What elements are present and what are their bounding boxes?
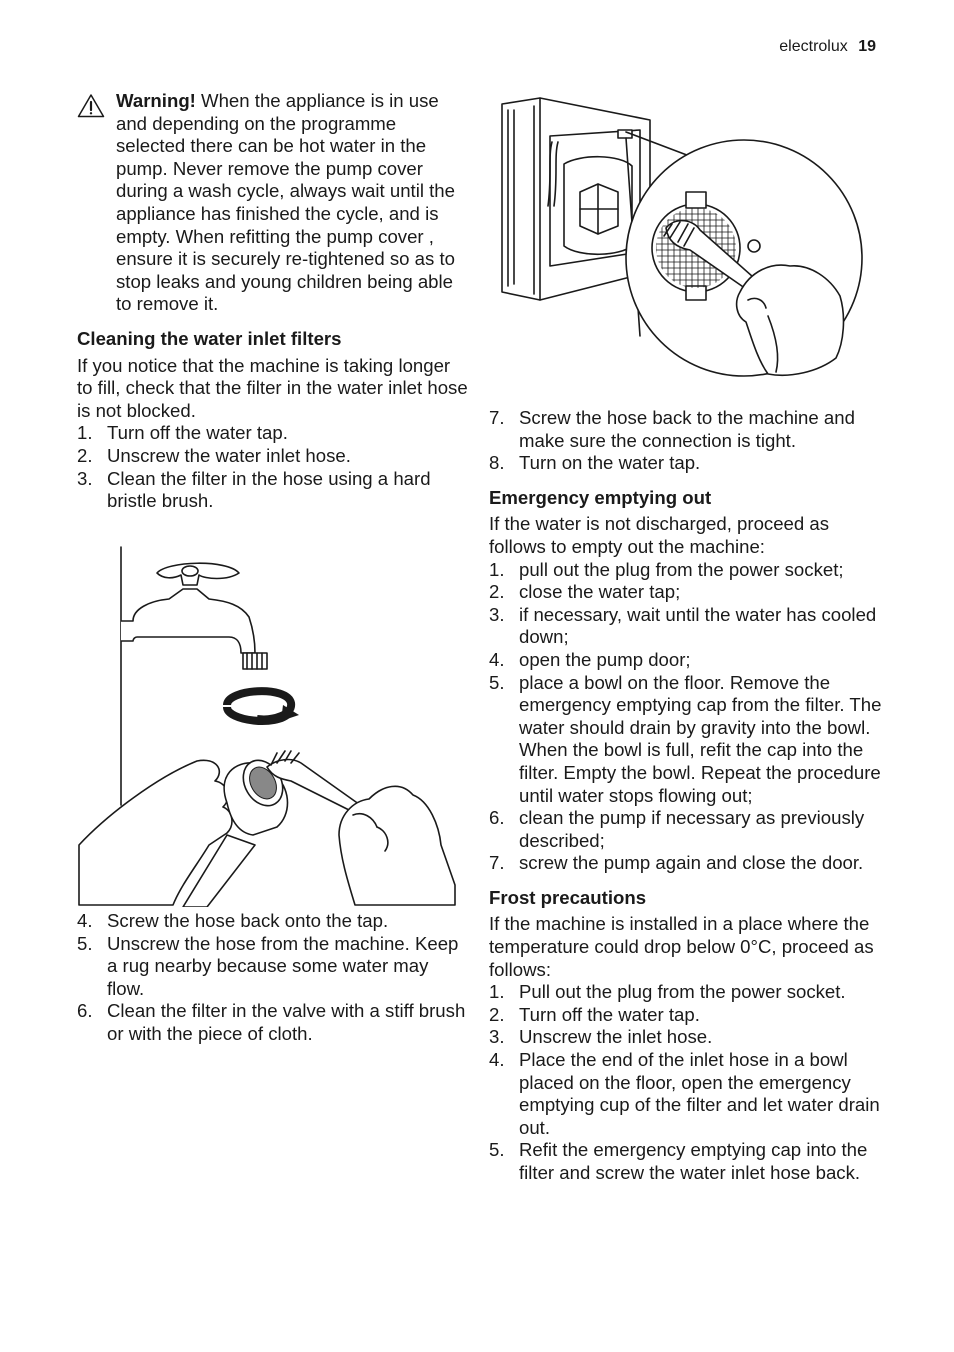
- left-column: [77, 90, 469, 513]
- tap-filter-illustration: [77, 545, 459, 907]
- list-item: 4. Screw the hose back onto the tap.: [77, 910, 389, 931]
- left-column-lower: [77, 910, 469, 1046]
- right-column: [489, 407, 884, 1185]
- emergency-steps: [489, 559, 884, 875]
- page-header: [779, 38, 876, 56]
- list-item: 7. screw the pump again and close the door.: [489, 852, 864, 874]
- list-item: 8. Turn on the water tap.: [489, 452, 701, 474]
- warning-block: [77, 90, 469, 316]
- emergency-intro: If the water is not discharged, proceed as follows to empty out the machine:: [489, 513, 830, 557]
- list-item: 7. Screw the hose back to the machine and make sure the connection is tight.: [489, 407, 855, 451]
- list-item: 1. Turn off the water tap.: [77, 422, 288, 444]
- list-item: 4. open the pump door;: [489, 648, 691, 670]
- warning-label: Warning!: [116, 90, 196, 111]
- list-item: 5. Refit the emergency emptying cap into the filter and screw the water inlet hose back.: [489, 1139, 868, 1183]
- brand-name: electrolux: [779, 38, 848, 55]
- list-item: 5. place a bowl on the floor. Remove the emergency emptying cap from the filter. The water should drain by gravity into the bowl. When the bowl is full, refit the cap into the filter. Empty the bowl. Repeat the procedure until water stops flowing out;: [489, 671, 882, 806]
- list-item: 4. Place the end of the inlet hose in a bowl placed on the floor, open the emergency emptying cup of the filter and let water drain out.: [489, 1049, 880, 1138]
- list-item: 5. Unscrew the hose from the machine. Keep a rug nearby because some water may flow.: [77, 932, 459, 999]
- list-item: 6. Clean the filter in the valve with a stiff brush or with the piece of cloth.: [77, 1000, 466, 1044]
- list-item: 1. pull out the plug from the power socket;: [489, 558, 844, 580]
- cleaning-steps-b: [77, 910, 469, 1046]
- list-item: 2. close the water tap;: [489, 581, 681, 603]
- frost-steps: [489, 981, 884, 1184]
- list-item: 2. Unscrew the water inlet hose.: [77, 444, 351, 466]
- warning-triangle-icon: [77, 93, 105, 118]
- list-item: 6. clean the pump if necessary as previously described;: [489, 807, 865, 851]
- cleaning-steps-c: [489, 407, 884, 475]
- list-item: 2. Turn off the water tap.: [489, 1003, 700, 1025]
- section-title-frost: Frost precautions: [489, 886, 647, 908]
- list-item: 1. Pull out the plug from the power socket.: [489, 981, 846, 1003]
- frost-intro: If the machine is installed in a place where the temperature could drop below 0°C, proceed as follows:: [489, 913, 874, 980]
- warning-text: When the appliance is in use and depending on the programme selected there can be hot water in the pump. Never remove the pump cover during a wash cycle, always wait until the appliance has finished the cycle, and is empty. When refitting the pump cover , ensure it is securely re-tightened so as to stop leaks and young children being able to remove it.: [116, 90, 455, 315]
- page-number: 19: [858, 38, 876, 55]
- machine-filter-illustration: [500, 96, 864, 396]
- cleaning-intro: If you notice that the machine is taking longer to fill, check that the filter in the water inlet hose is not blocked.: [77, 354, 468, 421]
- section-title-cleaning: Cleaning the water inlet filters: [77, 327, 342, 349]
- list-item: 3. Clean the filter in the hose using a hard bristle brush.: [77, 467, 431, 512]
- cleaning-steps-a: [77, 422, 469, 512]
- section-title-emergency: Emergency emptying out: [489, 486, 712, 508]
- list-item: 3. Unscrew the inlet hose.: [489, 1026, 713, 1048]
- list-item: 3. if necessary, wait until the water has cooled down;: [489, 603, 877, 648]
